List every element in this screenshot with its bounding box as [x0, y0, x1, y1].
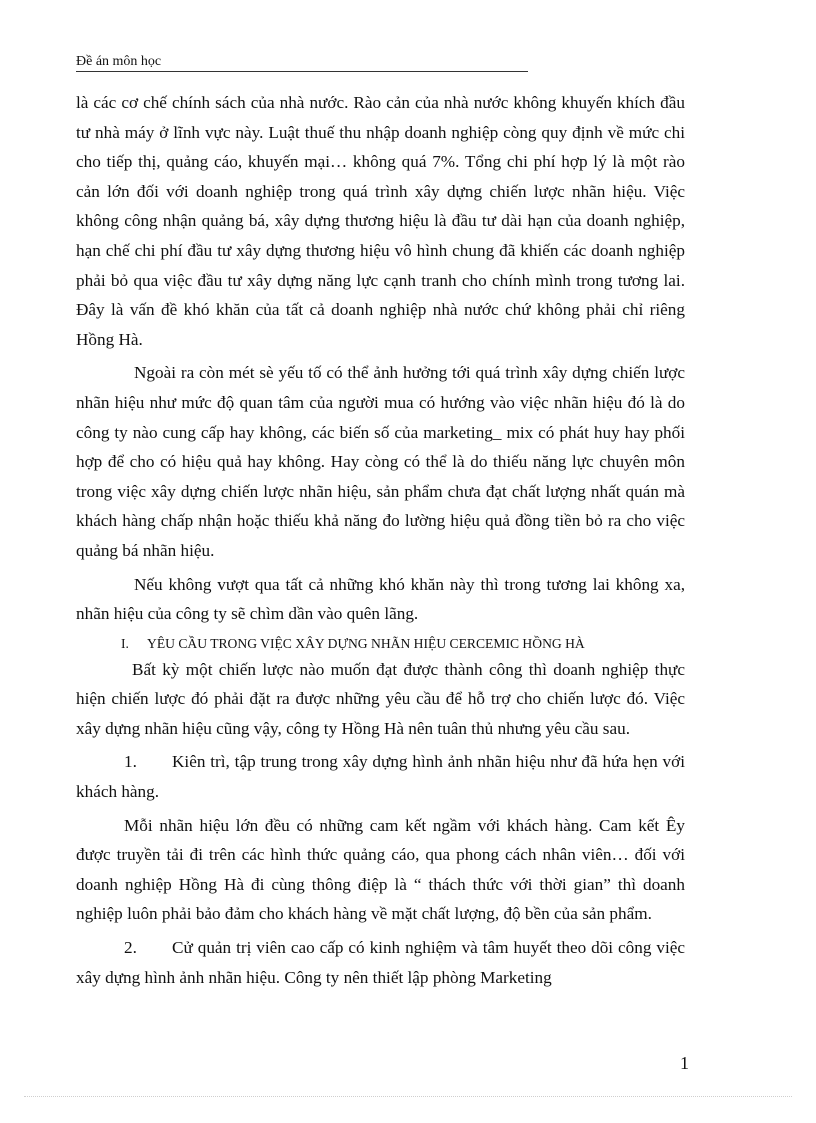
paragraph-3: Nếu không vượt qua tất cả những khó khăn này thì trong tương lai không xa, nhãn hiệu của công ty sẽ chìm dần vào quên lãng. — [76, 574, 685, 624]
header-title: Đề án môn học — [76, 54, 162, 69]
list-item-1-number: 1. — [124, 752, 137, 772]
section-heading-number: I. — [121, 635, 129, 651]
section-heading — [76, 633, 685, 655]
document-body — [76, 88, 685, 996]
paragraph-1: là các cơ chế chính sách của nhà nước. Rào cản của nhà nước không khuyến khích đầu tư nhà máy ở lĩnh vực này. Luật thuế thu nhập doanh nghiệp còng quy định về mức chi cho tiếp thị, quảng cáo, khuyến mại… không quá 7%. Tổng chi phí hợp lý là một rào cản lớn đối với doanh nghiệp trong quá trình xây dựng chiến lược nhãn hiệu. Việc không công nhận quảng bá, xây dựng thương hiệu là đầu tư dài hạn của doanh nghiệp, hạn chế chi phí đầu tư xây dựng thương hiệu vô hình chung đã khiến các doanh nghiệp phải bỏ qua việc đầu tư xây dựng năng lực cạnh tranh cho chính mình trong tương lai. Đây là vấn đề khó khăn của tất cả doanh nghiệp nhà nước chứ không phải chỉ riêng Hồng Hà. — [76, 93, 685, 349]
page-bottom-divider — [24, 1096, 792, 1097]
list-item-2-text: Cử quản trị viên cao cấp có kinh nghiệm và tâm huyết theo dõi công việc xây dựng hình ảnh nhãn hiệu. Công ty nên thiết lập phòng Marketing — [76, 938, 685, 987]
list-item-2 — [76, 933, 685, 992]
list-item-2-number: 2. — [124, 938, 137, 958]
paragraph-4: Bất kỳ một chiến lược nào muốn đạt được thành công thì doanh nghiệp thực hiện chiến lược đó phải đặt ra được những yêu cầu để hỗ trợ cho chiến lược đó. Việc xây dựng nhãn hiệu cũng vậy, công ty Hồng Hà nên tuân thủ nhưng yêu cầu sau. — [76, 659, 685, 738]
page-header — [76, 53, 528, 72]
section-heading-text: YÊU CẦU TRONG VIỆC XÂY DỰNG NHÃN HIỆU CERCEMIC HỒNG HÀ — [147, 635, 585, 651]
paragraph-5: Mỗi nhãn hiệu lớn đều có những cam kết ngầm với khách hàng. Cam kết Êy được truyền tải đi trên các hình thức quảng cáo, qua phong cách nhân viên… đối với doanh nghiệp Hồng Hà đi cùng thông điệp là “ thách thức với thời gian” thì doanh nghiệp luôn phải bảo đảm cho khách hàng về mặt chất lượng, độ bền của sản phẩm. — [76, 815, 685, 924]
page-number: 1 — [680, 1053, 689, 1073]
list-item-1 — [76, 747, 685, 806]
paragraph-2: Ngoài ra còn mét sè yếu tố có thể ảnh hưởng tới quá trình xây dựng chiến lược nhãn hiệu như mức độ quan tâm của người mua có hướng vào việc nhãn hiệu đó là do công ty nào cung cấp hay không, các biến số của marketing_ mix có phát huy hay phối hợp để cho có hiệu quả hay không. Hay còng có thể là do thiếu năng lực chuyên môn trong việc xây dựng chiến lược nhãn hiệu, sản phẩm chưa đạt chất lượng nhất quán mà khách hàng chấp nhận hoặc thiếu khả năng đo lường hiệu quả đồng tiền bỏ ra cho việc quảng bá nhãn hiệu. — [76, 363, 685, 560]
list-item-1-text: Kiên trì, tập trung trong xây dựng hình ảnh nhãn hiệu như đã hứa hẹn với khách hàng. — [76, 752, 685, 802]
